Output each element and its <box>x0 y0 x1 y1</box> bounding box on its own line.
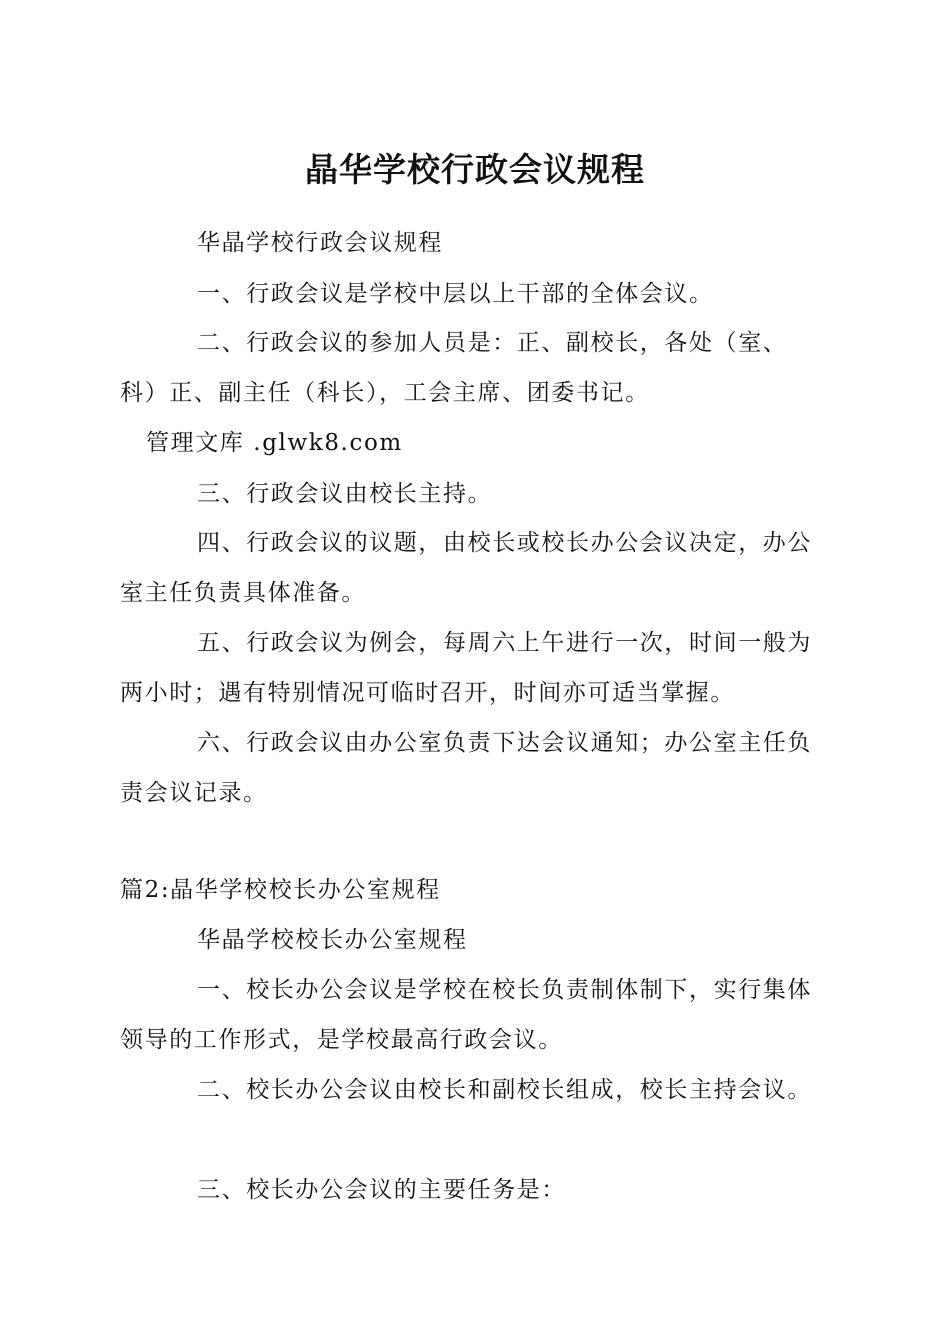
subtitle-line: 华晶学校校长办公室规程 <box>197 927 468 953</box>
section-heading: 篇2:晶华学校校长办公室规程 <box>120 877 441 903</box>
paragraph-line: 四、行政会议的议题，由校长或校长办公会议决定，办公 <box>197 530 812 556</box>
paragraph-line: 六、行政会议由办公室负责下达会议通知；办公室主任负 <box>197 730 812 756</box>
paragraph-line: 室主任负责具体准备。 <box>120 580 366 606</box>
paragraph-line: 领导的工作形式，是学校最高行政会议。 <box>120 1027 563 1053</box>
paragraph-line: 二、行政会议的参加人员是：正、副校长，各处（室、 <box>197 330 788 356</box>
paragraph-line: 科）正、副主任（科长），工会主席、团委书记。 <box>120 380 650 406</box>
paragraph-line: 一、校长办公会议是学校在校长负责制体制下，实行集体 <box>197 977 812 1003</box>
document-title: 晶华学校行政会议规程 <box>305 150 645 189</box>
subtitle-line: 华晶学校行政会议规程 <box>197 230 443 256</box>
paragraph-line: 一、行政会议是学校中层以上干部的全体会议。 <box>197 281 714 307</box>
paragraph-line: 三、校长办公会议的主要任务是： <box>197 1177 566 1203</box>
paragraph-line: 两小时；遇有特别情况可临时召开，时间亦可适当掌握。 <box>120 680 735 706</box>
paragraph-line: 二、校长办公会议由校长和副校长组成，校长主持会议。 <box>197 1077 812 1103</box>
watermark-line: 管理文库 .glwk8.com <box>146 430 403 456</box>
paragraph-line: 五、行政会议为例会，每周六上午进行一次，时间一般为 <box>197 630 812 656</box>
paragraph-line: 责会议记录。 <box>120 780 268 806</box>
paragraph-line: 三、行政会议由校长主持。 <box>197 481 493 507</box>
